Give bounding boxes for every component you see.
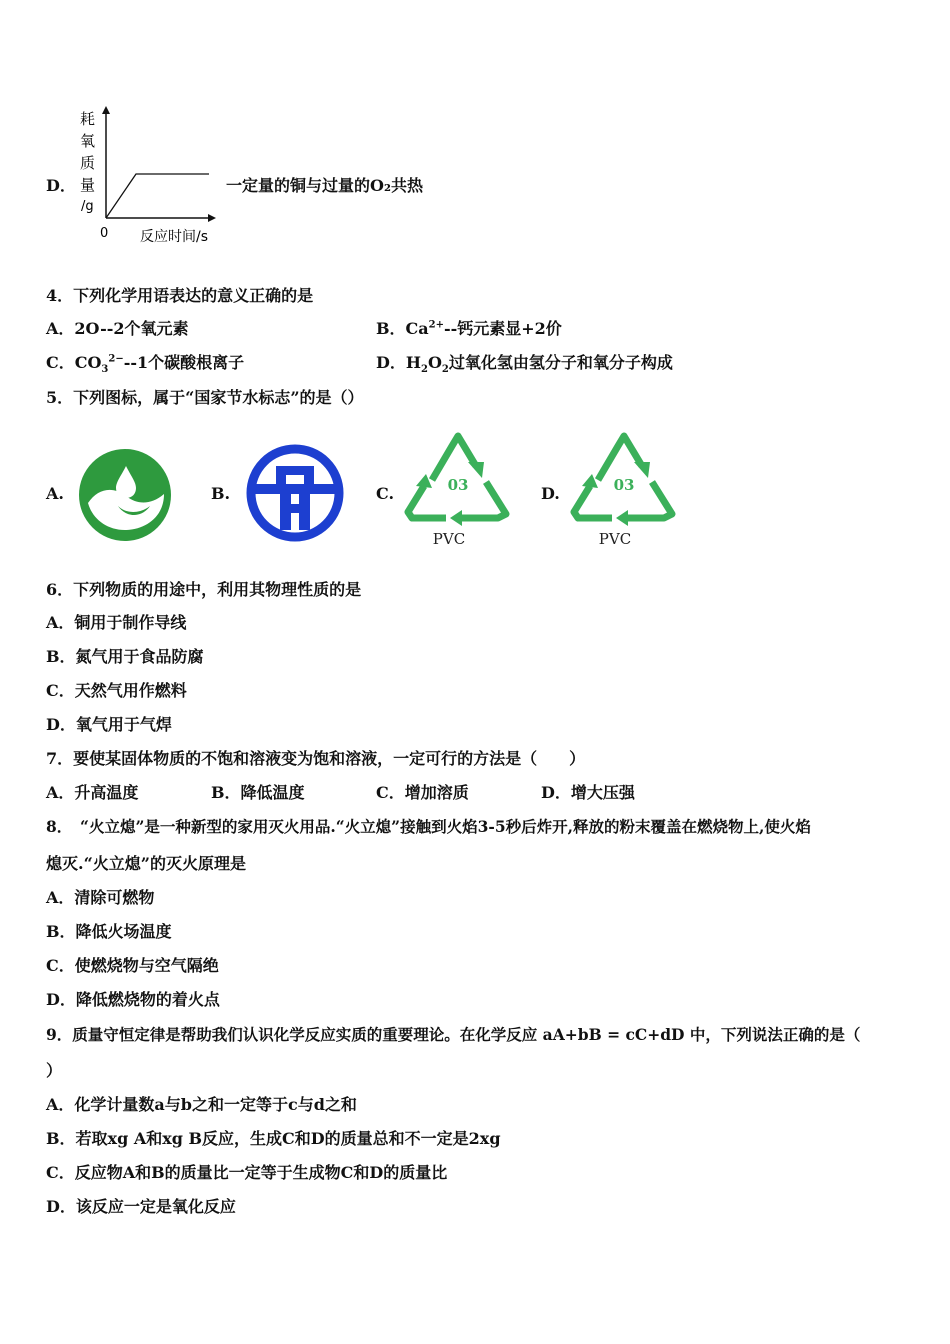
graph-curve: [106, 174, 209, 218]
q7-option-c[interactable]: C．增加溶质: [376, 783, 469, 802]
q9-stem-line2: ）: [46, 1061, 63, 1080]
q8-stem-line1: 8． “火立熄”是一种新型的家用灭火用品.“火立熄”接触到火焰3-5秒后炸开,释放的粉末覆盖在燃烧物上,使火焰: [46, 817, 811, 836]
option-text: 过氧化氢由氢分子和氧分子构成: [448, 353, 673, 372]
graph-x-arrow: [208, 214, 216, 222]
q8-option-d[interactable]: D．降低燃烧物的着火点: [46, 990, 220, 1009]
graph-y-arrow: [102, 106, 110, 114]
q7-option-d[interactable]: D．增大压强: [541, 783, 635, 802]
recycle-pvc-symbol-d[interactable]: [568, 422, 680, 552]
q6-option-a[interactable]: A．铜用于制作导线: [46, 613, 187, 632]
option-label: D．: [376, 353, 406, 372]
q6-option-c[interactable]: C．天然气用作燃料: [46, 681, 187, 700]
q3-graph: [76, 104, 226, 249]
q8-option-b[interactable]: B．降低火场温度: [46, 922, 172, 941]
superscript: 2−: [108, 353, 124, 365]
q8-option-a[interactable]: A．清除可燃物: [46, 888, 155, 907]
q4-stem: 4．下列化学用语表达的意义正确的是: [46, 286, 314, 305]
water-saving-logo[interactable]: [78, 448, 172, 542]
q5-label-b: B.: [211, 484, 231, 503]
option-text: --1个碳酸根离子: [123, 353, 245, 372]
superscript: 2+: [428, 319, 444, 331]
graph-ylabel-char: 质: [80, 154, 96, 172]
graph-xlabel: 反应时间/s: [140, 229, 209, 245]
option-text: Ca: [405, 319, 429, 338]
option-text: O: [427, 353, 442, 372]
graph-ylabel-char: 耗: [80, 110, 96, 128]
recycle-pvc-symbol-c[interactable]: [402, 422, 514, 552]
q9-stem-line1: 9．质量守恒定律是帮助我们认识化学反应实质的重要理论。在化学反应 aA+bB = cC+dD 中，下列说法正确的是（: [46, 1025, 861, 1044]
q8-option-c[interactable]: C．使燃烧物与空气隔绝: [46, 956, 219, 975]
q7-stem: 7．要使某固体物质的不饱和溶液变为饱和溶液，一定可行的方法是（ ）: [46, 749, 586, 768]
q7-option-a[interactable]: A．升高温度: [46, 783, 139, 802]
option-text: H: [405, 353, 422, 372]
q3-option-d-label: D．: [46, 176, 76, 195]
subscript: 2: [441, 364, 449, 376]
recycle-text: PVC: [598, 530, 632, 548]
q4-option-c[interactable]: [46, 353, 245, 376]
q9-option-a[interactable]: A．化学计量数a与b之和一定等于c与d之和: [46, 1095, 357, 1114]
q5-label-d: D.: [541, 484, 560, 503]
option-label: C．: [46, 353, 75, 372]
q3-option-d-text: 一定量的铜与过量的O₂共热: [226, 176, 423, 195]
option-text: --钙元素显+2价: [443, 319, 562, 338]
graph-origin: 0: [100, 226, 109, 241]
option-text: CO: [74, 353, 102, 372]
option-label: A．: [46, 319, 75, 338]
q7-option-b[interactable]: B．降低温度: [211, 783, 305, 802]
recycle-number: 03: [447, 476, 469, 494]
q6-option-b[interactable]: B．氮气用于食品防腐: [46, 647, 204, 666]
graph-yunit: /g: [81, 199, 94, 214]
graph-ylabel-char: 氧: [80, 132, 96, 150]
q8-stem-line2: 熄灭.“火立熄”的灭火原理是: [46, 854, 246, 873]
blue-emblem-logo[interactable]: [246, 444, 344, 542]
q5-stem: 5．下列图标，属于“国家节水标志”的是（）: [46, 388, 364, 407]
q5-label-a: A.: [46, 484, 64, 503]
q4-option-d[interactable]: [376, 353, 673, 376]
option-label: B．: [376, 319, 406, 338]
q9-option-d[interactable]: D．该反应一定是氧化反应: [46, 1197, 236, 1216]
q4-option-a[interactable]: [46, 319, 189, 339]
recycle-text: PVC: [432, 530, 466, 548]
q9-option-b[interactable]: B．若取xg A和xg B反应，生成C和D的质量总和不一定是2xg: [46, 1129, 501, 1148]
subscript: 3: [101, 364, 109, 376]
q4-option-b[interactable]: [376, 319, 562, 339]
q9-option-c[interactable]: C．反应物A和B的质量比一定等于生成物C和D的质量比: [46, 1163, 448, 1182]
q6-option-d[interactable]: D．氧气用于气焊: [46, 715, 172, 734]
subscript: 2: [421, 364, 428, 376]
q6-stem: 6．下列物质的用途中，利用其物理性质的是: [46, 580, 362, 599]
option-text: 2O--2个氧元素: [74, 319, 189, 338]
graph-ylabel-char: 量: [80, 176, 96, 194]
q5-label-c: C.: [376, 484, 395, 503]
recycle-number: 03: [613, 476, 635, 494]
